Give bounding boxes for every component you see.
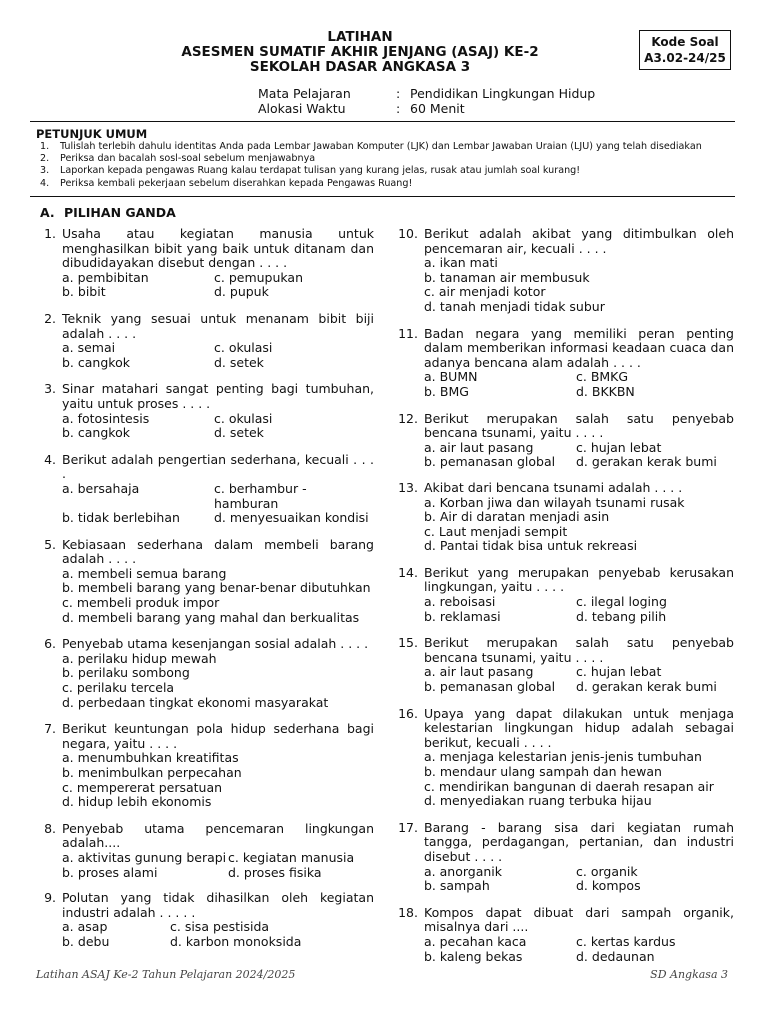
answer-options (62, 341, 374, 370)
answer-option: b. membeli barang yang benar-benar dibutuhkan (62, 580, 371, 596)
question-stem: Penyebab utama kesenjangan sosial adalah . . . . (62, 636, 369, 652)
answer-option: d. tanah menjadi tidak subur (424, 298, 605, 314)
time-value: 60 Menit (410, 101, 465, 116)
question-stem: Usaha atau kegiatan manusia untuk menghasilkan bibit yang baik untuk ditanam dan dibudidayakan disebut dengan . . . . (62, 226, 374, 271)
answer-option: b. pemanasan global (424, 454, 556, 470)
answer-option: a. membeli semua barang (62, 565, 227, 581)
question-stem: Berikut merupakan salah satu penyebab bencana tsunami, yaitu . . . . (424, 635, 734, 665)
question-item (36, 453, 374, 526)
answer-option: c. perilaku tercela (62, 680, 175, 696)
question-body (424, 327, 734, 400)
question-item (398, 227, 734, 315)
question-body (62, 312, 374, 370)
header-divider (30, 121, 735, 122)
answer-option: a. aktivitas gunung berapi (62, 849, 227, 865)
question-item (36, 538, 374, 626)
instructions-divider (30, 196, 735, 197)
question-body (424, 636, 734, 694)
answer-option: b. tanaman air membusuk (424, 269, 590, 285)
answer-option: a. semai (62, 340, 116, 356)
header-line-3: SEKOLAH DASAR ANGKASA 3 (249, 59, 471, 75)
question-stem: Berikut adalah pengertian sederhana, kecuali . . . . (62, 451, 374, 482)
question-number: 6. (44, 636, 56, 652)
answer-option: b. BMG (424, 383, 469, 399)
time-sep: : (396, 101, 401, 116)
answer-options (62, 271, 374, 300)
instruction-item: 3. Laporkan kepada pengawas Ruang kalau terdapat tulisan yang kurang jelas, rusak atau jumlah soal kurang! (40, 165, 581, 177)
answer-option: d. Pantai tidak bisa untuk rekreasi (424, 538, 638, 554)
answer-option: d. hidup lebih ekonomis (62, 794, 212, 810)
question-item (398, 821, 734, 894)
answer-option: a. menumbuhkan kreatifitas (62, 750, 239, 766)
subject-info (258, 86, 595, 116)
question-body (62, 382, 374, 440)
question-item (36, 822, 374, 880)
answer-option: a. reboisasi (424, 594, 496, 610)
answer-option: a. air laut pasang (424, 664, 534, 680)
kode-soal-box (639, 30, 731, 70)
answer-option: d. pupuk (214, 284, 269, 300)
question-number: 3. (44, 381, 56, 397)
answer-option: a. Korban jiwa dan wilayah tsunami rusak (424, 494, 685, 510)
answer-option: d. menyediakan ruang terbuka hijau (424, 793, 652, 809)
question-number: 10. (398, 226, 418, 241)
answer-options (424, 441, 734, 470)
question-stem: Kebiasaan sederhana dalam membeli barang adalah . . . . (62, 536, 374, 567)
question-number: 17. (398, 819, 418, 835)
question-item (36, 382, 374, 440)
question-item (36, 722, 374, 810)
question-body (424, 412, 734, 470)
answer-option: a. menjaga kelestarian jenis-jenis tumbuhan (424, 749, 702, 765)
question-number: 1. (44, 226, 56, 241)
answer-options (424, 496, 734, 554)
answer-option: d. menyesuaikan kondisi (214, 510, 369, 526)
answer-option: d. karbon monoksida (170, 933, 302, 949)
question-stem: Sinar matahari sangat penting bagi tumbuhan, yaitu untuk proses . . . . (62, 381, 374, 411)
answer-option: d. kompos (576, 878, 641, 894)
instruction-item: 1. Tulislah terlebih dahulu identitas Anda pada Lembar Jawaban Komputer (LJK) dan Lembar Jawaban Uraian (LJU) yang telah disediakan (40, 141, 702, 152)
general-instructions (36, 128, 736, 190)
question-item (398, 566, 734, 624)
question-stem: Barang - barang sisa dari kegiatan rumah tangga, perdagangan, pertanian, dan industri disebut . . . . (424, 819, 734, 864)
question-number: 5. (44, 536, 56, 552)
question-body (62, 538, 374, 626)
instructions-title: PETUNJUK UMUM (36, 127, 148, 141)
answer-option: c. sisa pestisida (170, 919, 270, 935)
section-heading (40, 205, 176, 220)
answer-option: a. air laut pasang (424, 439, 534, 455)
answer-options (424, 595, 734, 624)
answer-option: d. gerakan kerak bumi (576, 454, 717, 470)
answer-option: c. kegiatan manusia (228, 849, 355, 865)
answer-option: a. asap (62, 919, 108, 935)
question-body (62, 722, 374, 810)
answer-option: d. proses fisika (228, 864, 322, 880)
answer-option: c. BMKG (576, 369, 629, 385)
section-title: PILIHAN GANDA (64, 205, 176, 220)
question-number: 13. (398, 479, 418, 495)
answer-option: b. cangkok (62, 425, 130, 441)
answer-option: a. fotosintesis (62, 410, 150, 426)
question-number: 9. (44, 890, 56, 906)
kode-soal-code: A3.02-24/25 (644, 51, 726, 65)
question-number: 16. (398, 705, 418, 721)
question-stem: Upaya yang dapat dilakukan untuk menjaga kelestarian lingkungan hidup adalah sebagai berikut, kecuali . . . . (424, 705, 734, 750)
question-body (62, 891, 374, 949)
answer-options (424, 865, 734, 894)
question-stem: Teknik yang sesuai untuk menanam bibit biji adalah . . . . (62, 310, 374, 341)
question-body (424, 821, 734, 894)
question-item (398, 707, 734, 809)
answer-option: b. cangkok (62, 354, 130, 370)
answer-option: b. debu (62, 933, 110, 949)
subject-value: Pendidikan Lingkungan Hidup (410, 86, 596, 101)
question-body (424, 566, 734, 624)
question-item (36, 891, 374, 949)
answer-option: a. perilaku hidup mewah (62, 650, 217, 666)
answer-option: b. proses alami (62, 864, 158, 880)
answer-option: b. mendaur ulang sampah dan hewan (424, 764, 662, 779)
question-body (62, 637, 374, 710)
answer-option: d. dedaunan (576, 948, 655, 964)
answer-option: d. setek (214, 354, 264, 370)
kode-soal-label: Kode Soal (651, 35, 719, 49)
answer-option: c. okulasi (214, 340, 273, 356)
question-stem: Badan negara yang memiliki peran penting dalam memberikan informasi keadaan cuaca dan adanya bencana alam adalah . . . . (424, 325, 734, 370)
answer-options (62, 751, 374, 809)
question-body (62, 227, 374, 300)
question-item (398, 327, 734, 400)
answer-options (62, 920, 374, 949)
answer-option: c. membeli produk impor (62, 595, 220, 611)
question-stem: Polutan yang tidak dihasilkan oleh kegiatan industri adalah . . . . . (62, 890, 374, 920)
answer-options (62, 567, 374, 625)
answer-option: a. BUMN (424, 369, 478, 385)
answer-options (424, 370, 734, 399)
answer-option: b. pemanasan global (424, 679, 556, 695)
answer-option: d. perbedaan tingkat ekonomi masyarakat (62, 694, 329, 710)
answer-option: c. air menjadi kotor (424, 284, 546, 300)
question-item (398, 481, 734, 554)
answer-options (62, 412, 374, 441)
footer-right: SD Angkasa 3 (650, 968, 728, 981)
answer-option: c. organik (576, 863, 638, 879)
answer-options (424, 665, 734, 694)
answer-option: c. kertas kardus (576, 933, 676, 949)
question-item (398, 636, 734, 694)
questions-left-column (36, 227, 374, 950)
time-row (258, 101, 595, 116)
questions-right-column (398, 227, 734, 964)
question-item (398, 906, 734, 964)
question-item (36, 637, 374, 710)
question-stem: Akibat dari bencana tsunami adalah . . . . (424, 479, 683, 495)
question-item (398, 412, 734, 470)
answer-option: c. okulasi (214, 410, 273, 426)
question-number: 2. (44, 310, 56, 326)
answer-option: b. bibit (62, 284, 106, 300)
subject-row (258, 86, 595, 101)
answer-option: b. menimbulkan perpecahan (62, 765, 242, 780)
answer-option: a. bersahaja (62, 480, 140, 496)
answer-option: c. hujan lebat (576, 664, 662, 680)
question-body (424, 481, 734, 554)
answer-option: c. pemupukan (214, 269, 304, 285)
section-letter: A. (40, 205, 55, 220)
question-stem: Penyebab utama pencemaran lingkungan adalah.... (62, 820, 374, 851)
answer-options (62, 652, 374, 710)
answer-option: c. berhambur - hamburan (214, 480, 307, 511)
answer-option: b. tidak berlebihan (62, 510, 180, 526)
instruction-item: 2. Periksa dan bacalah sosl-soal sebelum menjawabnya (40, 153, 316, 165)
answer-option: a. anorganik (424, 863, 502, 879)
answer-option: b. kaleng bekas (424, 948, 523, 964)
question-stem: Berikut yang merupakan penyebab kerusakan lingkungan, yaitu . . . . (424, 564, 734, 595)
answer-option: a. pembibitan (62, 269, 149, 285)
question-number: 12. (398, 410, 418, 426)
answer-option: d. gerakan kerak bumi (576, 679, 717, 695)
question-number: 18. (398, 904, 418, 920)
answer-options (62, 851, 374, 880)
question-number: 14. (398, 564, 418, 580)
question-stem: Berikut adalah akibat yang ditimbulkan oleh pencemaran air, kecuali . . . . (424, 226, 734, 256)
subject-sep: : (396, 86, 401, 101)
question-stem: Berikut keuntungan pola hidup sederhana bagi negara, yaitu . . . . (62, 721, 374, 751)
question-number: 7. (44, 721, 56, 737)
answer-option: b. reklamasi (424, 608, 501, 624)
time-key: Alokasi Waktu (258, 101, 346, 116)
answer-option: a. pecahan kaca (424, 933, 527, 949)
answer-option: c. mendirikan bangunan di daerah resapan air (424, 778, 714, 794)
answer-options (424, 256, 734, 314)
question-number: 11. (398, 325, 418, 341)
answer-option: b. perilaku sombong (62, 665, 190, 681)
answer-option: c. ilegal loging (576, 594, 667, 610)
answer-option: d. tebang pilih (576, 608, 667, 624)
question-number: 8. (44, 820, 56, 836)
answer-options (62, 482, 374, 526)
answer-option: d. BKKBN (576, 383, 635, 399)
answer-option: c. Laut menjadi sempit (424, 523, 568, 539)
question-body (62, 453, 374, 526)
question-stem: Kompos dapat dibuat dari sampah organik, misalnya dari .... (424, 904, 734, 935)
question-body (62, 822, 374, 880)
subject-key: Mata Pelajaran (258, 86, 351, 101)
answer-option: c. hujan lebat (576, 439, 662, 455)
footer-left: Latihan ASAJ Ke-2 Tahun Pelajaran 2024/2025 (36, 968, 296, 981)
answer-options (424, 750, 734, 808)
document-header (150, 30, 570, 75)
question-stem: Berikut merupakan salah satu penyebab bencana tsunami, yaitu . . . . (424, 410, 734, 441)
header-line-1: LATIHAN (327, 29, 393, 45)
answer-option: c. mempererat persatuan (62, 779, 223, 795)
header-line-2: ASESMEN SUMATIF AKHIR JENJANG (ASAJ) KE-2 (181, 44, 539, 60)
question-item (36, 312, 374, 370)
question-number: 15. (398, 635, 418, 651)
question-body (424, 227, 734, 315)
answer-option: b. Air di daratan menjadi asin (424, 509, 610, 525)
answer-option: d. membeli barang yang mahal dan berkualitas (62, 609, 360, 625)
question-number: 4. (44, 451, 56, 467)
question-item (36, 227, 374, 300)
question-body (424, 906, 734, 964)
answer-option: a. ikan mati (424, 255, 498, 271)
instruction-item: 4. Periksa kembali pekerjaan sebelum diserahkan kepada Pengawas Ruang! (40, 177, 413, 189)
answer-option: b. sampah (424, 878, 490, 894)
question-body (424, 707, 734, 809)
answer-option: d. setek (214, 425, 264, 441)
answer-options (424, 935, 734, 964)
